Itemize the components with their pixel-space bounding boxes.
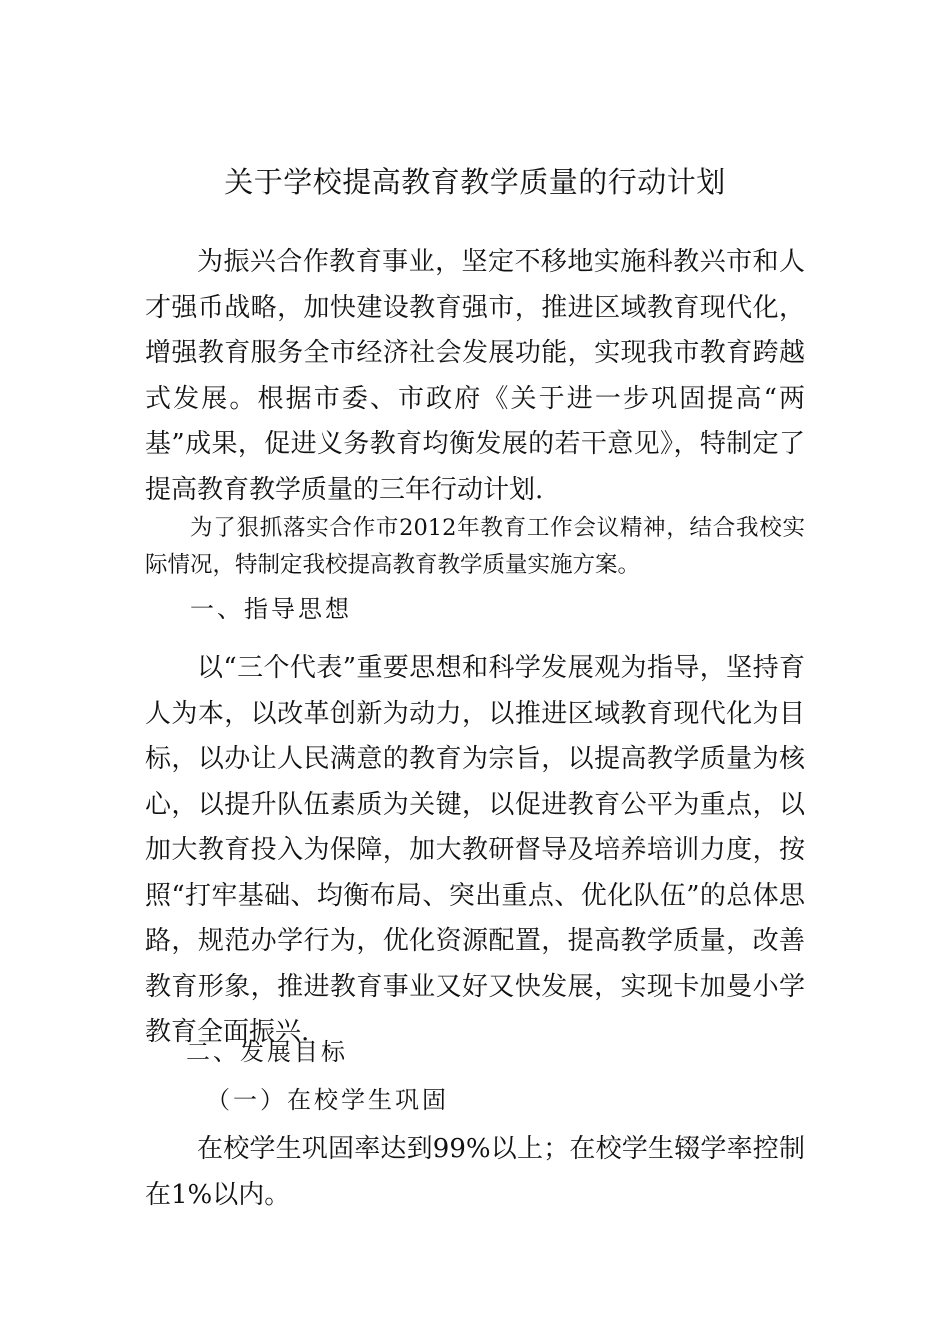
guiding-ideology-paragraph: 以“三个代表”重要思想和科学发展观为指导，坚持育人为本，以改革创新为动力，以推进区域教育现代化为目标，以办让人民满意的教育为宗旨，以提高教学质量为核心，以提升队伍素质为关键，以促进教育公平为重点，以加大教育投入为保障，加大教研督导及培养培训力度，按照“打牢基础、均衡布局、突出重点、优化队伍”的总体思路，规范办学行为，优化资源配置，提高教学质量，改善教育形象，推进教育事业又好又快发展，实现卡加曼小学教育全面振兴. [145,653,805,1047]
section-heading-guiding-ideology: 一、指导思想 [190,595,352,623]
intro-paragraph: 为振兴合作教育事业，坚定不移地实施科教兴市和人才强币战略，加快建设教育强市，推进区域教育现代化，增强教育服务全市经济社会发展功能，实现我市教育跨越式发展。根据市委、市政府《关于进一步巩固提高“两基”成果，促进义务教育均衡发展的若干意见》，特制定了提高教育教学质量的三年行动计划. [145,247,805,505]
purpose-paragraph: 为了狠抓落实合作市2012年教育工作会议精神，结合我校实际情况，特制定我校提高教育教学质量实施方案。 [145,515,805,578]
student-retention-paragraph: 在校学生巩固率达到99%以上；在校学生辍学率控制在1%以内。 [145,1134,805,1210]
subsection-heading-student-retention: （一）在校学生巩固 [206,1086,449,1114]
document-title: 关于学校提高教育教学质量的行动计划 [224,165,726,199]
section-heading-development-goals: 二、发展目标 [186,1038,348,1066]
